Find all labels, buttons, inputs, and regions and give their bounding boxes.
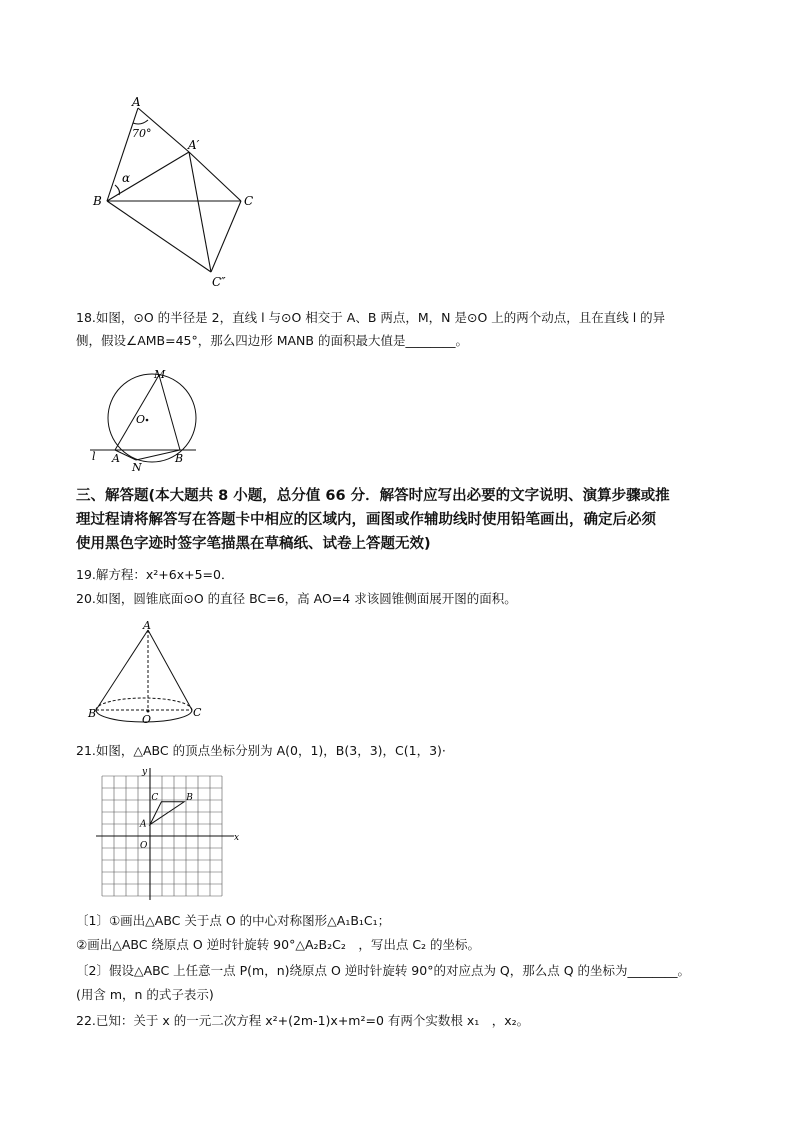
q21-part1b: ②画出△ABC 绕原点 O 逆时针旋转 90°△A₂B₂C₂ ，写出点 C₂ 的坐标。	[76, 937, 481, 952]
section3-line1: 三、解答题(本大题共 8 小题，总分值 66 分．解答时应写出必要的文字说明、演算步骤或推	[76, 488, 670, 504]
q21-part2a: 〔2〕假设△ABC 上任意一点 P(m，n)绕原点 O 逆时针旋转 90°的对应点为 Q，那么点 Q 的坐标为________。	[76, 963, 691, 978]
section3-line2: 理过程请将解答写在答题卡中相应的区域内，画图或作辅助线时使用铅笔画出，确定后必须	[76, 512, 656, 528]
q18-line2: 侧，假设∠AMB=45°，那么四边形 MANB 的面积最大值是________。	[76, 333, 468, 348]
label-o: O	[136, 413, 146, 426]
q18-line1: 18.如图，⊙O 的半径是 2，直线 l 与⊙O 相交于 A、B 两点，M，N 是⊙O 上的两个动点，且在直线 l 的异	[76, 310, 666, 325]
q20: 20.如图，圆锥底面⊙O 的直径 BC=6，高 AO=4 求该圆锥侧面展开图的面积。	[76, 591, 517, 606]
figure-q18	[88, 365, 208, 475]
q21: 21.如图，△ABC 的顶点坐标分别为 A(0，1)，B(3，3)，C(1，3)·	[76, 743, 446, 758]
q19: 19.解方程：x²+6x+5=0．	[76, 567, 234, 582]
label-m: M	[154, 368, 166, 381]
origin-label: O	[140, 841, 148, 851]
x-axis-label: x	[234, 833, 240, 843]
figure-q21	[92, 766, 242, 902]
y-axis-label: y	[142, 767, 148, 777]
label-a: A	[112, 452, 120, 465]
label-alpha: α	[122, 171, 131, 185]
figure-q20	[86, 618, 216, 728]
label-b: B	[186, 792, 193, 803]
label-a: A	[143, 619, 151, 632]
label-o: O	[142, 713, 152, 726]
label-c-prime: C″	[212, 275, 226, 289]
q22: 22.已知：关于 x 的一元二次方程 x²+(2m-1)x+m²=0 有两个实数根 x₁ ，x₂。	[76, 1013, 530, 1028]
q21-part1a: 〔1〕①画出△ABC 关于点 O 的中心对称图形△A₁B₁C₁；	[76, 913, 391, 928]
label-b: B	[175, 452, 184, 465]
triangle-abc	[150, 802, 184, 825]
label-angle-70: 70°	[132, 127, 152, 140]
label-a: A	[140, 819, 147, 830]
label-c: C	[193, 706, 202, 719]
label-l: l	[92, 450, 96, 463]
label-b: B	[88, 707, 97, 720]
section3-line3: 使用黑色字迹时签字笔描黑在草稿纸、试卷上答题无效)	[76, 536, 431, 552]
label-c: C	[244, 194, 254, 208]
label-a: A	[132, 95, 141, 109]
label-n: N	[132, 461, 142, 474]
label-a-prime: A′	[188, 138, 200, 152]
label-c: C	[151, 792, 159, 803]
q21-part2b: (用含 m，n 的式子表示)	[76, 987, 214, 1002]
label-b: B	[93, 194, 102, 208]
figure-q17	[88, 92, 268, 292]
